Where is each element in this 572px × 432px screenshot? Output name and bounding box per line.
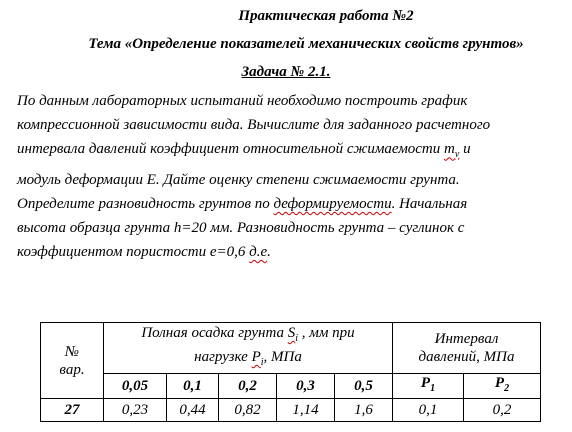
- p2-letter: P: [494, 375, 505, 391]
- task-description: [17, 89, 562, 264]
- load-header: 0,05: [104, 374, 167, 399]
- paragraph-text: . Начальная: [391, 195, 468, 212]
- paragraph-line: [17, 137, 562, 167]
- mv-subscript: v: [454, 149, 460, 161]
- topic-title: Тема «Определение показателей механических свойств грунтов»: [88, 36, 524, 52]
- p2-header: [464, 374, 541, 399]
- p1-header: [393, 374, 464, 399]
- paragraph-text: коэффициентом пористости е=0,6: [17, 244, 250, 261]
- header-variant: [41, 323, 104, 399]
- table-row: [41, 399, 541, 422]
- s-subscript: i: [295, 333, 299, 344]
- paragraph-text: и: [459, 141, 471, 158]
- p2-subscript: 2: [504, 383, 510, 394]
- paragraph-line: По данным лабораторных испытаний необходимо построить график: [17, 93, 468, 109]
- paragraph-text: интервала давлений коэффициент относительной сжимаемости: [17, 141, 445, 158]
- header-text: , МПа: [263, 349, 302, 365]
- header-text: Полная осадка грунта: [141, 325, 288, 341]
- mv-symbol: [444, 141, 460, 161]
- p1-letter: P: [420, 375, 431, 391]
- task-title-text: Задача № 2.1.: [241, 64, 331, 80]
- load-header: 0,1: [167, 374, 219, 399]
- variant-cell: 27: [41, 399, 104, 422]
- paragraph-line: модуль деформации Е. Дайте оценку степени сжимаемости грунта.: [17, 171, 460, 188]
- data-table: [40, 322, 541, 422]
- value-cell: 1,14: [277, 399, 335, 422]
- paragraph-line: высота образца грунта h=20 мм. Разновидность грунта – суглинок с: [17, 220, 465, 237]
- header-settlement-line2: [104, 348, 392, 372]
- task-title: [0, 64, 572, 81]
- practical-work-title: Практическая работа №2: [238, 8, 414, 24]
- value-cell: 0,23: [104, 399, 167, 422]
- s-symbol: [287, 325, 299, 344]
- header-text: нагрузке: [194, 349, 252, 365]
- spellcheck-word: деформируемости: [273, 195, 392, 212]
- spellcheck-word: д.е: [249, 244, 268, 261]
- header-interval-line1: Интервал: [434, 331, 499, 347]
- paragraph-text: Определите разновидность грунтов по: [17, 195, 274, 212]
- paragraph-line: компрессионной зависимости вида. Вычислите для заданного расчетного: [17, 117, 491, 134]
- header-text: , мм при: [298, 325, 355, 341]
- s-letter: S: [287, 325, 296, 341]
- table-subheader-row: [41, 374, 541, 399]
- p1-cell: 0,1: [393, 399, 464, 422]
- table-header-row: [41, 323, 541, 374]
- value-cell: 0,82: [219, 399, 277, 422]
- load-header: 0,2: [219, 374, 277, 399]
- header-settlement-line1: [104, 324, 392, 348]
- p-letter: P: [251, 349, 261, 365]
- header-variant-line2: вар.: [59, 361, 85, 378]
- paragraph-text: .: [267, 244, 271, 261]
- header-settlement: [104, 323, 393, 374]
- value-cell: 0,44: [167, 399, 219, 422]
- p2-cell: 0,2: [464, 399, 541, 422]
- p-symbol: [251, 349, 264, 368]
- value-cell: 1,6: [335, 399, 393, 422]
- header-variant-line1: №: [64, 343, 80, 360]
- paragraph-line: [17, 192, 562, 216]
- p-subscript: i: [260, 357, 264, 368]
- load-header: 0,3: [277, 374, 335, 399]
- mv-letter: m: [444, 141, 455, 158]
- paragraph-line: [17, 240, 562, 264]
- header-interval: [393, 323, 541, 374]
- p1-subscript: 1: [430, 383, 436, 394]
- load-header: 0,5: [335, 374, 393, 399]
- header-interval-line2: давлений, МПа: [418, 349, 515, 365]
